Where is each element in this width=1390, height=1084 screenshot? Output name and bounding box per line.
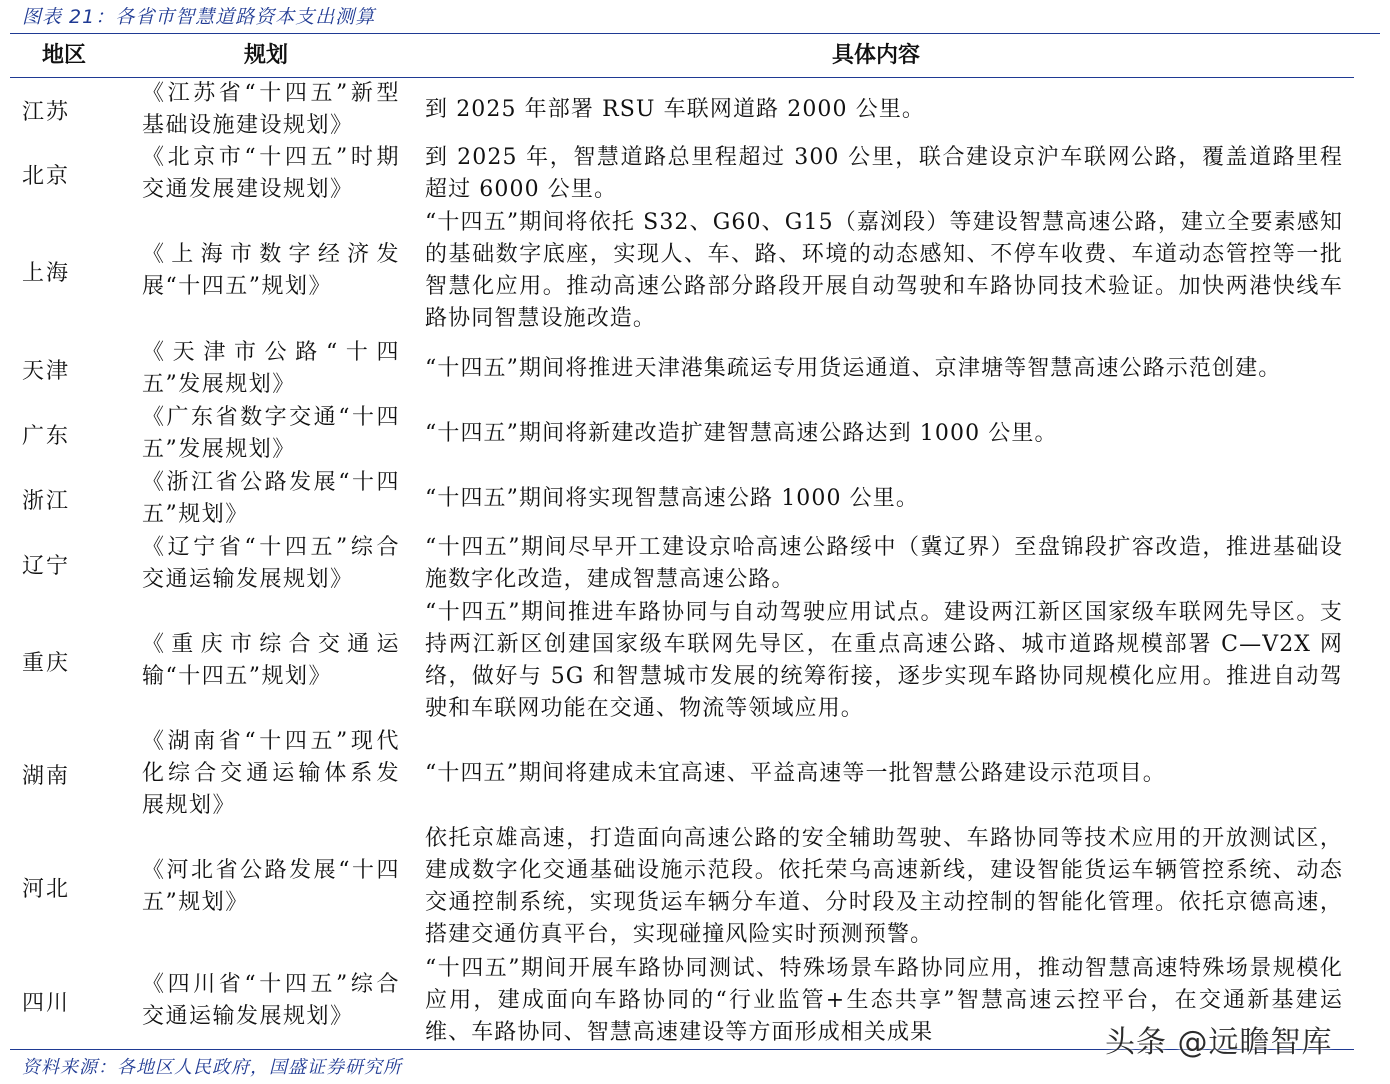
top-rule (10, 33, 1380, 34)
content-cell: “十四五”期间将新建改造扩建智慧高速公路达到 1000 公里。 (425, 421, 1058, 446)
content-cell: “十四五”期间将实现智慧高速公路 1000 公里。 (425, 486, 919, 511)
table-row (0, 822, 1390, 952)
region-cell: 北京 (22, 163, 71, 189)
table-row (0, 596, 1390, 726)
plan-cell: 《天津市公路“十四五”发展规划》 (142, 340, 400, 397)
content-cell: “十四五”期间推进车路协同与自动驾驶应用试点。建设两江新区国家级车联网先导区。支持两江新区创建国家级车联网先导区，在重点高速公路、城市道路规模部署 C—V2X 网络，做好与 5G 和智慧城市发展的统筹衔接，逐步实现车路协同规模化应用。推进自动驾驶和车联网功能在交通、物流等领域应用。 (425, 600, 1343, 721)
region-cell: 河北 (22, 876, 71, 902)
table-row (0, 402, 1390, 466)
plan-cell: 《浙江省公路发展“十四五”规划》 (142, 470, 400, 527)
content-cell: “十四五”期间将建成未宜高速、平益高速等一批智慧公路建设示范项目。 (425, 761, 1166, 786)
content-cell: 依托京雄高速，打造面向高速公路的安全辅助驾驶、车路协同等技术应用的开放测试区，建成数字化交通基础设施示范段。依托荣乌高速新线，建设智能货运车辆管控系统、动态交通控制系统，实现货运车辆分车道、分时段及主动控制的智能化管理。依托京德高速，搭建交通仿真平台，实现碰撞风险实时预测预警。 (425, 826, 1343, 947)
table-row (0, 142, 1390, 206)
watermark: 头条 @远瞻智库 (1105, 1025, 1333, 1060)
region-cell: 江苏 (22, 99, 71, 125)
plan-cell: 《辽宁省“十四五”综合交通运输发展规划》 (142, 535, 400, 592)
region-cell: 天津 (22, 358, 71, 384)
content-cell: 到 2025 年，智慧道路总里程超过 300 公里，联合建设京沪车联网公路，覆盖道路里程超过 6000 公里。 (425, 145, 1343, 202)
plan-cell: 《上海市数字经济发展“十四五”规划》 (142, 242, 400, 299)
figure-caption: 图表 21：各省市智慧道路资本支出测算 (22, 6, 376, 28)
region-cell: 上海 (22, 260, 71, 286)
content-cell: “十四五”期间开展车路协同测试、特殊场景车路协同应用，推动智慧高速特殊场景规模化应用，建成面向车路协同的“行业监管+生态共享”智慧高速云控平台，在交通新基建运维、车路协同、智慧高速建设等方面形成相关成果 (425, 956, 1343, 1045)
table-row (0, 726, 1390, 822)
plan-cell: 《湖南省“十四五”现代化综合交通运输体系发展规划》 (142, 729, 400, 818)
plan-cell: 《北京市“十四五”时期交通发展建设规划》 (142, 145, 400, 202)
region-cell: 浙江 (22, 488, 71, 514)
plan-cell: 《四川省“十四五”综合交通运输发展规划》 (142, 972, 400, 1029)
header-content: 具体内容 (832, 43, 921, 68)
region-cell: 四川 (22, 990, 71, 1016)
table-row (0, 532, 1390, 596)
table-row (0, 78, 1390, 142)
header-plan: 规划 (244, 43, 289, 68)
plan-cell: 《河北省公路发展“十四五”规划》 (142, 858, 400, 915)
region-cell: 广东 (22, 423, 71, 449)
source-note: 资料来源：各地区人民政府，国盛证券研究所 (22, 1057, 402, 1078)
content-cell: “十四五”期间将依托 S32、G60、G15（嘉浏段）等建设智慧高速公路，建立全要素感知的基础数字底座，实现人、车、路、环境的动态感知、不停车收费、车道动态管控等一批智慧化应用。推动高速公路部分路段开展自动驾驶和车路协同技术验证。加快两港快线车路协同智慧设施改造。 (425, 210, 1343, 331)
content-cell: 到 2025 年部署 RSU 车联网道路 2000 公里。 (425, 97, 926, 122)
region-cell: 重庆 (22, 650, 71, 676)
content-cell: “十四五”期间尽早开工建设京哈高速公路绥中（冀辽界）至盘锦段扩容改造，推进基础设施数字化改造，建成智慧高速公路。 (425, 535, 1343, 592)
region-cell: 湖南 (22, 763, 71, 789)
region-cell: 辽宁 (22, 553, 71, 579)
plan-cell: 《重庆市综合交通运输“十四五”规划》 (142, 632, 400, 689)
content-cell: “十四五”期间将推进天津港集疏运专用货运通道、京津塘等智慧高速公路示范创建。 (425, 356, 1282, 381)
plan-cell: 《江苏省“十四五”新型基础设施建设规划》 (142, 81, 400, 138)
table-row (0, 466, 1390, 532)
table-row (0, 336, 1390, 402)
plan-cell: 《广东省数字交通“十四五”发展规划》 (142, 405, 400, 462)
header-region: 地区 (42, 43, 87, 68)
table-row (0, 206, 1390, 336)
